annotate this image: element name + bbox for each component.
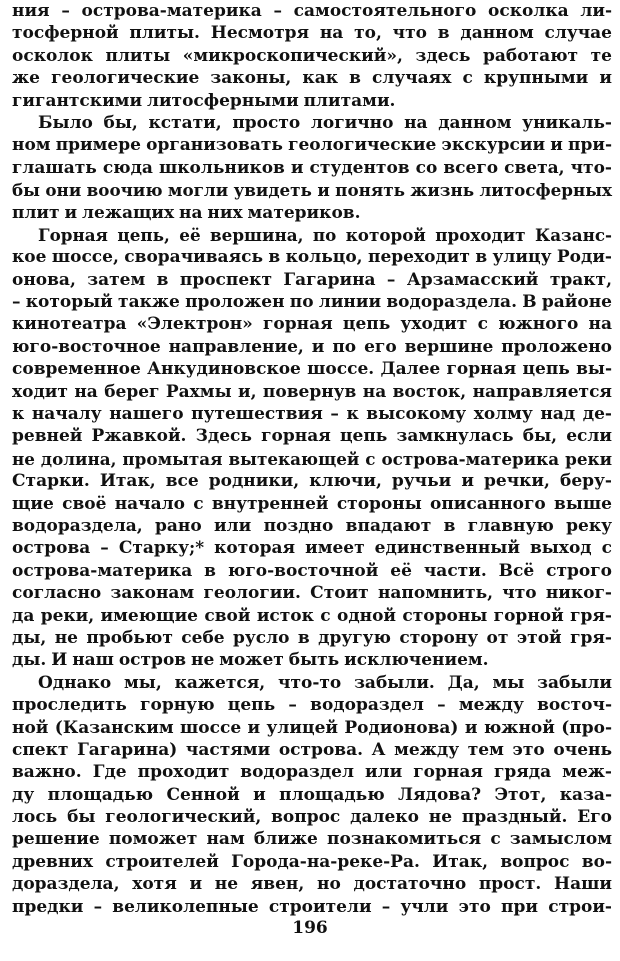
text-line: острова-материка в юго-восточной её части. Всё строго — [12, 560, 612, 581]
text-line: ходит на берег Рахмы и, повернув на восток, направляется — [12, 381, 612, 402]
text-line: щие своё начало с внутренней стороны описанного выше — [12, 493, 612, 514]
text-line: Было бы, кстати, просто логично на данном уникаль- — [38, 112, 612, 133]
text-line: Горная цепь, её вершина, по которой проходит Казанс- — [38, 224, 612, 245]
text-line: Старки. Итак, все родники, ключи, ручьи и речки, беру- — [12, 471, 612, 492]
text-line: спект Гагарина) частями острова. А между тем это очень — [12, 739, 612, 760]
text-line: плит и лежащих на них материков. — [12, 202, 361, 223]
text-line: да реки, имеющие свой исток с одной стороны горной гря- — [12, 605, 612, 626]
text-line: бы они воочию могли увидеть и понять жизнь литосферных — [12, 180, 612, 201]
text-line: древних строителей Города-на-реке-Ра. Итак, вопрос во- — [12, 851, 612, 872]
text-line: онова, затем в проспект Гагарина – Арзамасский тракт, — [12, 269, 612, 290]
text-line: лось бы геологический, вопрос далеко не праздный. Его — [12, 807, 612, 828]
text-line: юго-восточное направление, и по его вершине проложено — [12, 336, 612, 357]
text-line: глашать сюда школьников и студентов со всего света, что- — [12, 157, 612, 178]
text-line: ды. И наш остров не может быть исключением. — [12, 650, 489, 671]
text-line: ды, не пробьют себе русло в другую сторону от этой гря- — [12, 627, 612, 648]
text-line: дораздела, хотя и не явен, но достаточно прост. Наши — [12, 874, 612, 895]
body-text — [12, 0, 612, 918]
text-line: согласно законам геологии. Стоит напомнить, что никог- — [12, 583, 612, 604]
text-line: современное Анкудиновское шоссе. Далее горная цепь вы- — [12, 359, 612, 380]
text-line: водораздела, рано или поздно впадают в главную реку — [12, 515, 612, 536]
text-line: предки – великолепные строители – учли это при строи- — [12, 896, 612, 917]
text-line: ревней Ржавкой. Здесь горная цепь замкнулась бы, если — [12, 426, 612, 447]
text-line: – который также проложен по линии водораздела. В районе — [12, 292, 612, 313]
text-line: проследить горную цепь – водораздел – между восточ- — [12, 695, 612, 716]
text-line: решение поможет нам ближе познакомиться с замыслом — [12, 829, 612, 850]
text-line: кое шоссе, сворачиваясь в кольцо, переходит в улицу Роди- — [12, 247, 612, 268]
text-line: Однако мы, кажется, что-то забыли. Да, мы забыли — [38, 672, 612, 693]
text-line: важно. Где проходит водораздел или горная гряда меж- — [12, 762, 612, 783]
text-line: к началу нашего путешествия – к высокому холму над де- — [12, 404, 612, 425]
text-line: ния – острова-материка – самостоятельного осколка ли- — [12, 1, 612, 21]
text-line: же геологические законы, как в случаях с крупными и — [12, 68, 612, 89]
text-line: кинотеатра «Электрон» горная цепь уходит с южного на — [12, 314, 612, 335]
text-line: ду площадью Сенной и площадью Лядова? Этот, каза- — [12, 784, 612, 805]
text-line: тосферной плиты. Несмотря на то, что в данном случае — [12, 23, 612, 44]
text-line: ном примере организовать геологические экскурсии и при- — [12, 135, 612, 156]
text-line: гигантскими литосферными плитами. — [12, 90, 396, 111]
text-line: ной (Казанским шоссе и улицей Родионова) и южной (про- — [12, 717, 612, 738]
text-line: острова – Старку;* которая имеет единственный выход с — [12, 538, 612, 559]
text-line: осколок плиты «микроскопический», здесь работают те — [12, 45, 612, 66]
text-line: не долина, промытая вытекающей с острова-материка реки — [12, 448, 612, 469]
page-number: 196 — [292, 918, 328, 938]
